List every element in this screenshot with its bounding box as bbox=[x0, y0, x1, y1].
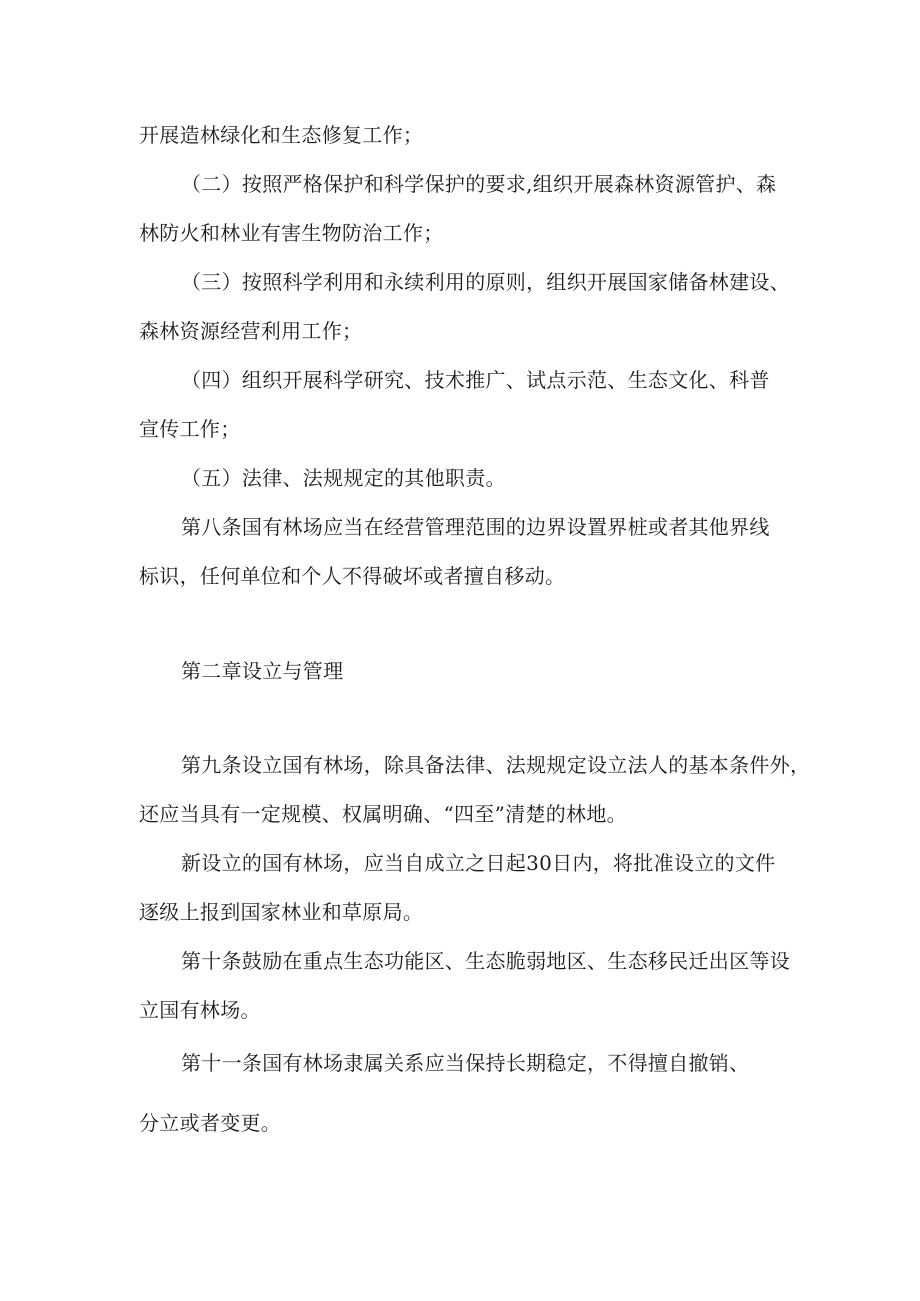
article-8-line-2: 标识，任何单位和个人不得破坏或者擅自移动。 bbox=[139, 564, 566, 588]
list-item-4-line-1: （四）组织开展科学研究、技术推广、试点示范、生态文化、科普 bbox=[181, 368, 770, 392]
article-8-line-1: 第八条国有林场应当在经营管理范围的边界设置界桩或者其他界线 bbox=[181, 515, 770, 539]
article-11-line-2: 分立或者变更。 bbox=[139, 1111, 282, 1135]
chapter-heading: 第二章设立与管理 bbox=[181, 659, 344, 683]
list-item-2-line-1: （二）按照严格保护和科学保护的要求,组织开展森林资源管护、森 bbox=[181, 172, 777, 196]
list-item-5: （五）法律、法规规定的其他职责。 bbox=[181, 466, 506, 490]
article-10-line-1: 第十条鼓励在重点生态功能区、生态脆弱地区、生态移民迁出区等设 bbox=[181, 949, 790, 973]
article-11-line-1: 第十一条国有林场隶属关系应当保持长期稳定，不得擅自撤销、 bbox=[181, 1051, 750, 1075]
article-9-line-2: 还应当具有一定规模、权属明确、“四至”清楚的林地。 bbox=[139, 802, 627, 826]
list-item-2-line-2: 林防火和林业有害生物防治工作； bbox=[139, 221, 444, 245]
article-9-line-1: 第九条设立国有林场，除具备法律、法规规定设立法人的基本条件外， bbox=[181, 753, 811, 777]
article-10-line-2: 立国有林场。 bbox=[139, 998, 261, 1022]
text-line: 开展造林绿化和生态修复工作； bbox=[139, 123, 424, 147]
article-9-para-2-line-2: 逐级上报到国家林业和草原局。 bbox=[139, 900, 424, 924]
list-item-4-line-2: 宣传工作； bbox=[139, 417, 241, 441]
list-item-3-line-2: 森林资源经营利用工作； bbox=[139, 319, 363, 343]
article-9-para-2-line-1: 新设立的国有林场，应当自成立之日起30日内，将批准设立的文件 bbox=[181, 851, 776, 875]
list-item-3-line-1: （三）按照科学利用和永续利用的原则，组织开展国家储备林建设、 bbox=[181, 270, 790, 294]
